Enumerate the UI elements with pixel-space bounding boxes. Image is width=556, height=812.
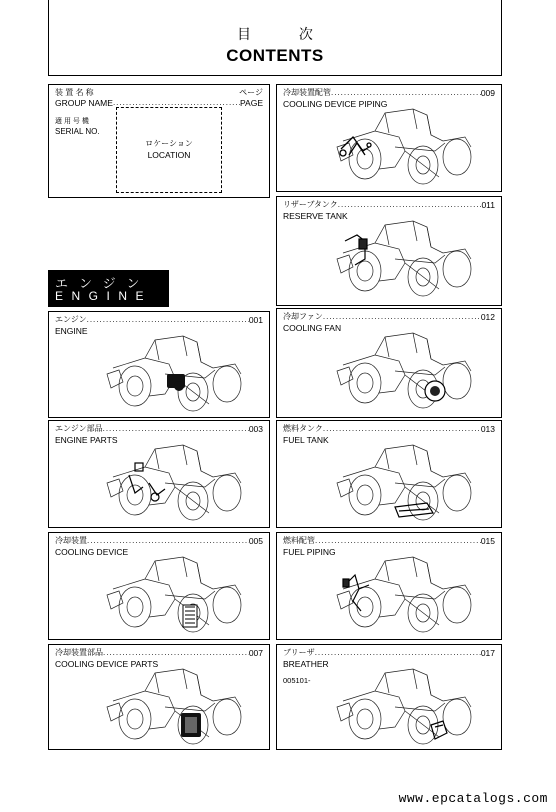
item-page[interactable]: 005 [248, 536, 263, 546]
loader-drawing [105, 555, 245, 640]
item-page[interactable]: 001 [248, 315, 263, 325]
item-page[interactable]: 011 [481, 200, 495, 210]
wheel-loader-illustration [105, 443, 245, 523]
title-english: CONTENTS [226, 46, 324, 65]
item-card-fuel-piping[interactable] [276, 532, 502, 640]
item-en: FUEL PIPING [283, 547, 336, 557]
item-jp: エンジン部品 [55, 424, 103, 433]
wheel-loader-illustration [335, 667, 475, 747]
group-name-jp: 装 置 名 称 [55, 88, 94, 97]
wheel-loader-illustration [335, 443, 475, 523]
item-page[interactable]: 007 [248, 648, 263, 658]
footer-url[interactable]: www.epcatalogs.com [398, 791, 548, 806]
item-page[interactable]: 003 [248, 424, 263, 434]
item-card-reserve-tank[interactable] [276, 196, 502, 306]
wheel-loader-illustration [105, 334, 245, 414]
loader-drawing [335, 331, 475, 416]
page-en: PAGE [240, 98, 263, 108]
item-jp: ブリーザ [283, 648, 315, 657]
item-en: FUEL TANK [283, 435, 329, 445]
title-japanese: 目 次 [237, 26, 335, 42]
location-frame [116, 107, 222, 193]
serial-en: SERIAL NO. [55, 127, 100, 136]
loader-drawing [105, 443, 245, 528]
wheel-loader-illustration [335, 219, 475, 299]
item-card-breather[interactable] [276, 644, 502, 750]
item-page[interactable]: 017 [480, 648, 495, 658]
item-page[interactable]: 015 [480, 536, 495, 546]
item-en: RESERVE TANK [283, 211, 348, 221]
item-jp: 冷却ファン [283, 312, 323, 321]
wheel-loader-illustration [335, 331, 475, 411]
item-jp: 冷却装置部品 [55, 648, 103, 657]
legend-box [48, 84, 270, 198]
item-en: ENGINE PARTS [55, 435, 118, 445]
item-jp: リザーブタンク [283, 200, 338, 209]
item-page[interactable]: 009 [480, 88, 495, 98]
item-jp: 燃料配管 [283, 536, 315, 545]
serial-jp: 適 用 号 機 [55, 118, 89, 125]
loader-drawing [335, 555, 475, 640]
item-card-cooling-device-parts[interactable] [48, 644, 270, 750]
item-jp: 冷却装置 [55, 536, 87, 545]
item-page[interactable]: 013 [480, 424, 495, 434]
loader-drawing [335, 443, 475, 528]
loader-drawing [335, 667, 475, 752]
wheel-loader-illustration [335, 107, 475, 187]
serial-number: 005101- [283, 676, 311, 685]
wheel-loader-illustration [105, 667, 245, 747]
loader-drawing [105, 334, 245, 419]
loader-drawing [335, 219, 475, 304]
section-band-engine [48, 270, 169, 307]
item-jp: 燃料タンク [283, 424, 323, 433]
loader-drawing [335, 107, 475, 192]
wheel-loader-illustration [105, 555, 245, 635]
item-en: COOLING FAN [283, 323, 342, 333]
item-en: COOLING DEVICE PARTS [55, 659, 159, 669]
item-card-engine[interactable] [48, 311, 270, 418]
page-jp: ページ [239, 88, 263, 97]
item-card-cooling-device[interactable] [48, 532, 270, 640]
item-card-engine-parts[interactable] [48, 420, 270, 528]
item-card-fuel-tank[interactable] [276, 420, 502, 528]
item-en: BREATHER [283, 659, 329, 669]
item-page[interactable]: 012 [480, 312, 495, 322]
item-en: COOLING DEVICE PIPING [283, 99, 388, 109]
item-jp: 冷却装置配管 [283, 88, 331, 97]
location-jp: ロケーション [145, 139, 193, 148]
section-en: ENGINE [55, 289, 153, 303]
group-name-en: GROUP NAME [55, 98, 113, 108]
title-box [48, 0, 502, 76]
section-jp: エンジン [55, 276, 151, 291]
wheel-loader-illustration [335, 555, 475, 635]
location-en: LOCATION [147, 150, 191, 160]
item-en: COOLING DEVICE [55, 547, 129, 557]
item-card-cooling-device-piping[interactable] [276, 84, 502, 192]
loader-drawing [105, 667, 245, 752]
item-en: ENGINE [55, 326, 88, 336]
item-card-cooling-fan[interactable] [276, 308, 502, 418]
item-jp: エンジン [55, 315, 87, 324]
